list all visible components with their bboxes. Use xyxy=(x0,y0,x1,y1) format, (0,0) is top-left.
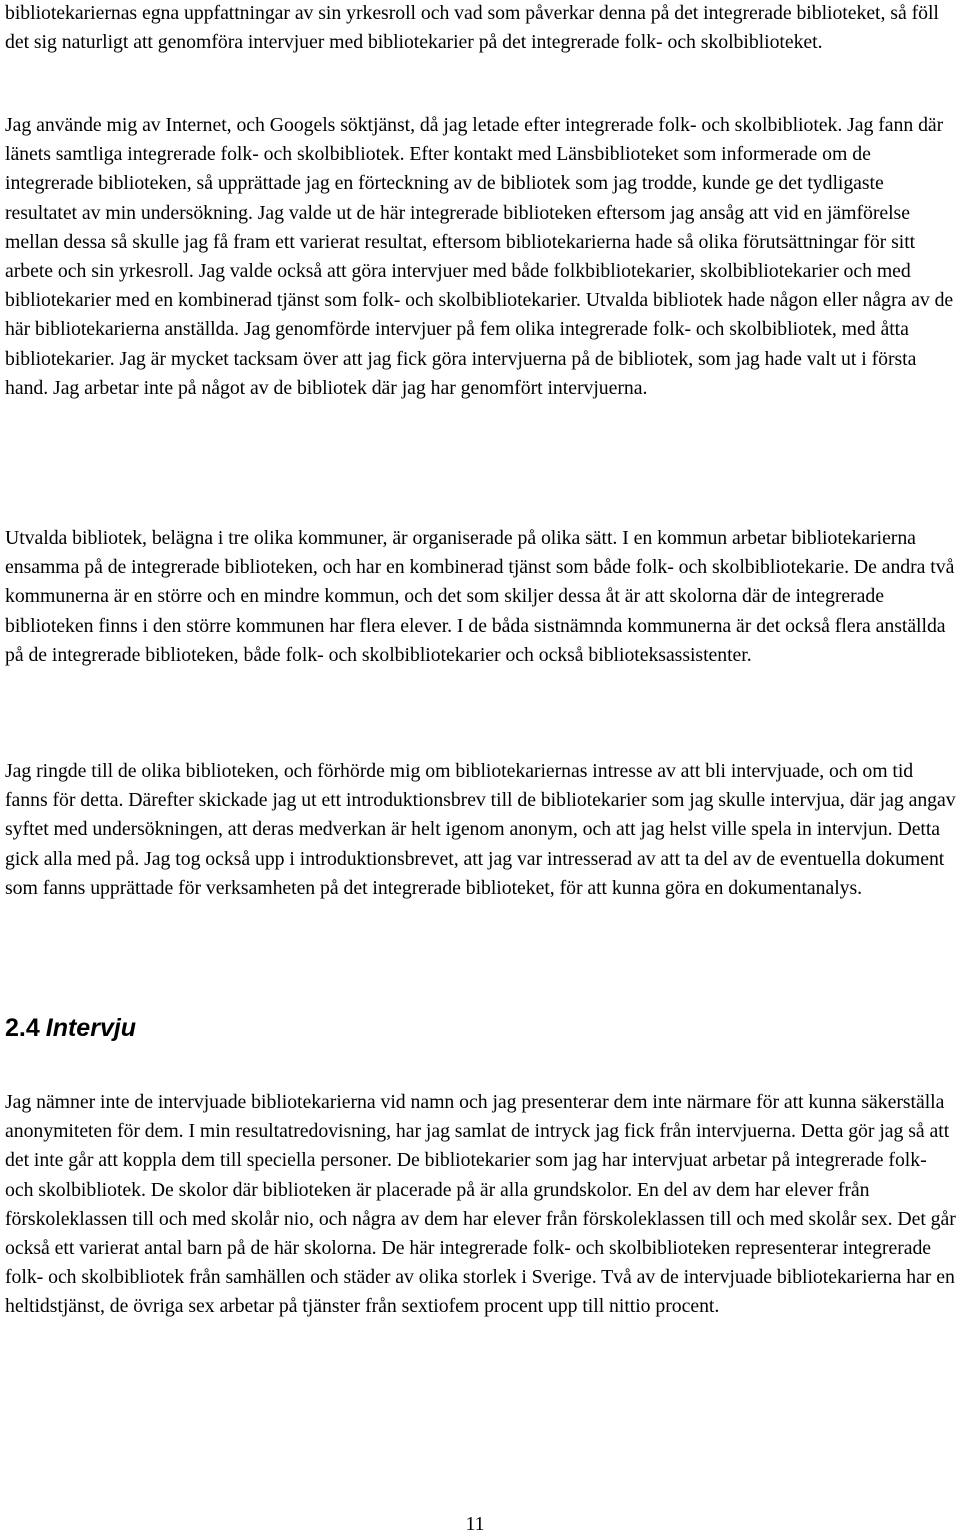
paragraph-4: Jag ringde till de olika biblioteken, och förhörde mig om bibliotekariernas intresse av att bli intervjuade, och om tid fanns för detta. Därefter skickade jag ut ett introduktionsbrev till de bibliotekarier som jag skulle intervjua, där jag angav syftet med undersökningen, att deras medverkan är helt igenom anonym, och att jag helst ville spela in intervjun. Detta gick alla med på. Jag tog också upp i introduktionsbrevet, att jag var intresserad av att ta del av de eventuella dokument som fanns upprättade för verksamheten på det integrerade biblioteket, för att kunna göra en dokumentanalys. xyxy=(5,760,956,899)
paragraph-1: bibliotekariernas egna uppfattningar av sin yrkesroll och vad som påverkar denna på det integrerade biblioteket, så föll det sig naturligt att genomföra intervjuer med bibliotekarier på det integrerade folk- och skolbiblioteket. xyxy=(5,2,939,54)
section-title: Intervju xyxy=(45,1014,137,1042)
section-heading xyxy=(5,1010,136,1046)
paragraph-3: Utvalda bibliotek, belägna i tre olika kommuner, är organiserade på olika sätt. I en kommun arbetar bibliotekarierna ensamma på de integrerade biblioteken, och har en kombinerad tjänst som både folk- och skolbibliotekarie. De andra två kommunerna är en större och en mindre kommun, och det som skiljer dessa åt är att skolorna där de integrerade biblioteken finns i den större kommunen har flera elever. I de båda sistnämnda kommunerna är det också flera anställda på de integrerade biblioteken, både folk- och skolbibliotekarier och också biblioteksassistenter. xyxy=(5,527,955,666)
section-paragraph: Jag nämner inte de intervjuade bibliotekarierna vid namn och jag presenterar dem inte närmare för att kunna säkerställa anonymiteten för dem. I min resultatredovisning, har jag samlat de intryck jag fick från intervjuerna. Detta gör jag så att det inte går att koppla dem till speciella personer. De bibliotekarier som jag har intervjuat arbetar på integrerade folk- och skolbibliotek. De skolor där biblioteken är placerade på är alla grundskolor. En del av dem har elever från förskoleklassen till och med skolår nio, och några av dem har elever från förskoleklassen till och med skolår sex. Det går också ett varierat antal barn på de här skolorna. De här integrerade folk- och skolbiblioteken representerar integrerade folk- och skolbibliotek från samhällen och städer av olika storlek i Sverige. Två av de intervjuade bibliotekarierna har en heltidstjänst, de övriga sex arbetar på tjänster från sextiofem procent upp till nittio procent. xyxy=(5,1091,956,1318)
paragraph-2: Jag använde mig av Internet, och Googels söktjänst, då jag letade efter integrerade folk- och skolbibliotek. Jag fann där länets samtliga integrerade folk- och skolbibliotek. Efter kontakt med Länsbiblioteket som informerade om de integrerade biblioteken, så upprättade jag en förteckning av de bibliotek som jag trodde, kunde ge det tydligaste resultatet av min undersökning. Jag valde ut de här integrerade biblioteken eftersom jag ansåg att vid en jämförelse mellan dessa så skulle jag få fram ett varierat resultat, eftersom bibliotekarierna hade så olika förutsättningar för sitt arbete och sin yrkesroll. Jag valde också att göra intervjuer med både folkbibliotekarier, skolbibliotekarier och med bibliotekarier med en kombinerad tjänst som folk- och skolbibliotekarier. Utvalda bibliotek hade någon eller några av de här bibliotekarierna anställda. Jag genomförde intervjuer på fem olika integrerade folk- och skolbibliotek, med åtta bibliotekarier. Jag är mycket tacksam över att jag fick göra intervjuerna på de bibliotek, som jag hade valt ut i första hand. Jag arbetar inte på något av de bibliotek där jag har genomfört intervjuerna. xyxy=(5,114,954,399)
section-number: 2.4 xyxy=(5,1014,40,1042)
page-number: 11 xyxy=(465,1513,485,1535)
